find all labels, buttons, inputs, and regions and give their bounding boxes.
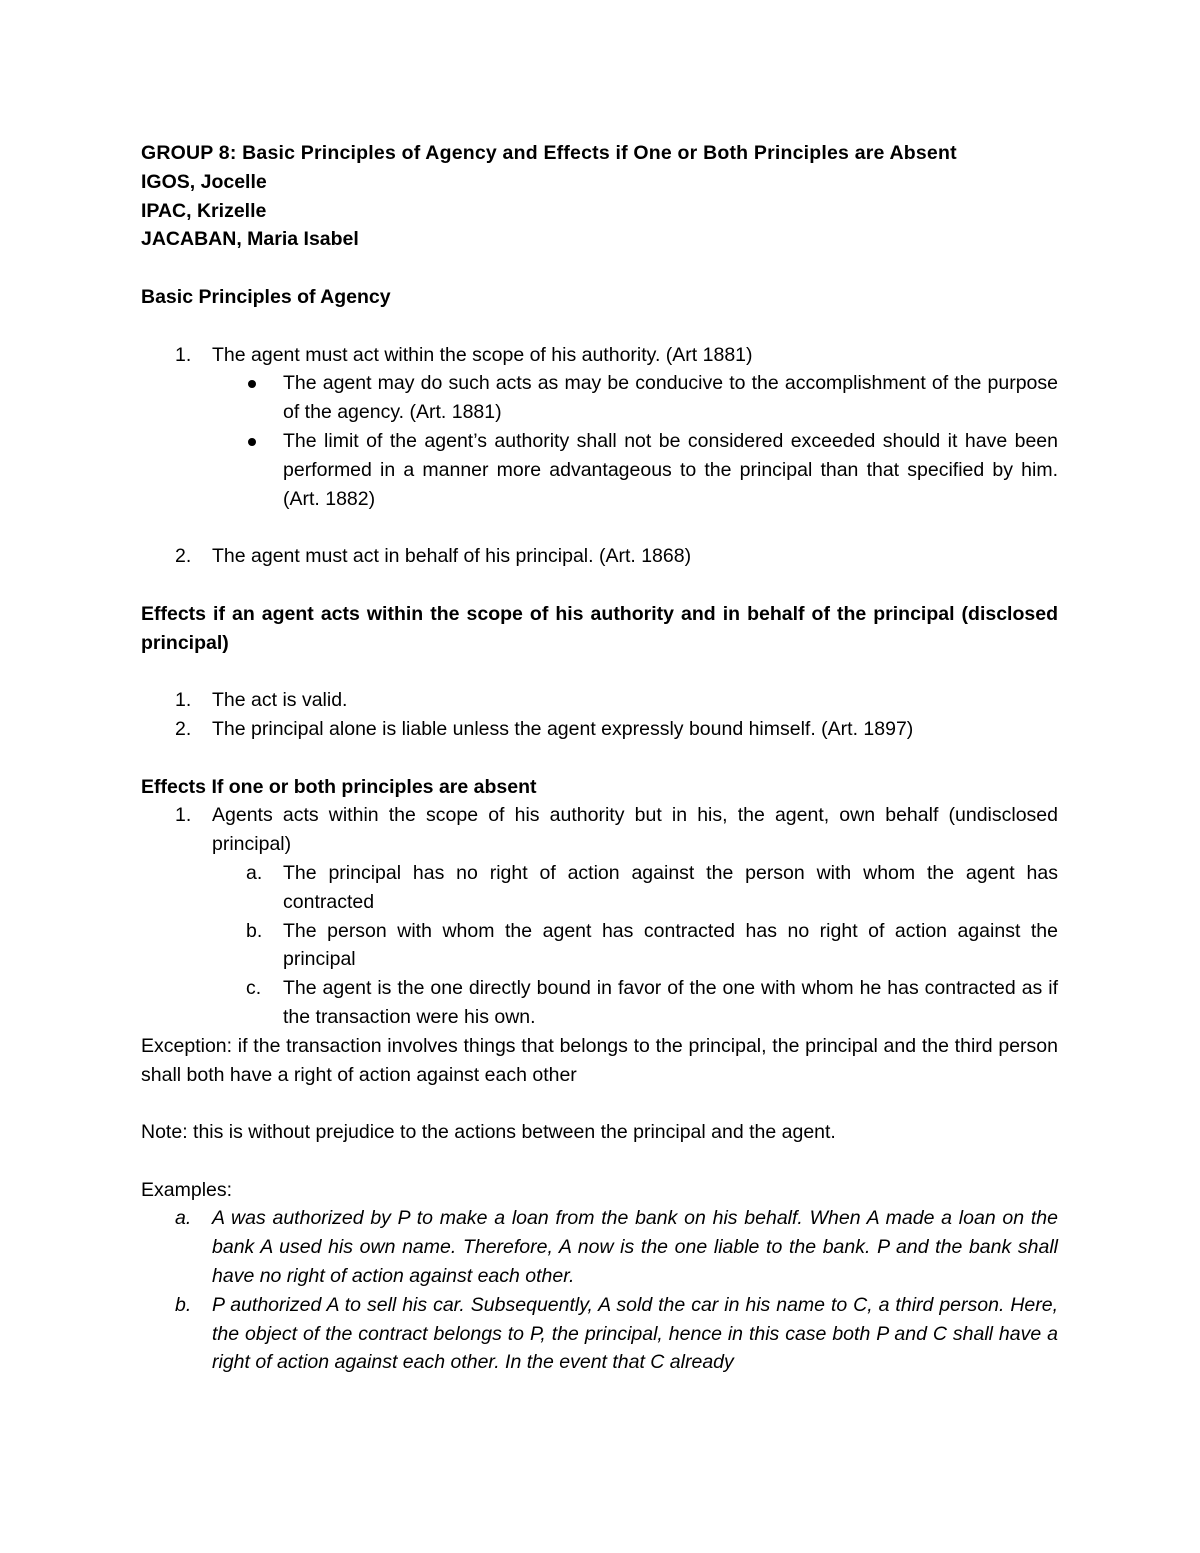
example-text: A was authorized by P to make a loan from the bank on his behalf. When A made a loan on the bank A used his own name. Therefore, A now is the one liable to the bank. P and the bank shall have no right of action against each other.	[212, 1207, 1058, 1288]
section-heading-principles-absent: Effects If one or both principles are absent	[141, 775, 537, 798]
list-number: 1.	[175, 804, 192, 827]
sub-list-text: The principal has no right of action against the person with whom the agent has contracted	[283, 861, 1058, 913]
example-item	[141, 1204, 1058, 1290]
example-item	[141, 1291, 1058, 1377]
sub-list-text: The person with whom the agent has contracted has no right of action against the principal	[283, 919, 1058, 971]
list-number: 1.	[175, 689, 192, 712]
document-title: GROUP 8: Basic Principles of Agency and Effects if One or Both Principles are Absent	[141, 142, 957, 164]
member-name: IGOS, Jocelle	[141, 170, 267, 193]
exception-paragraph: Exception: if the transaction involves things that belongs to the principal, the principal and the third person shall both have a right of action against each other	[141, 1034, 1058, 1086]
section-heading-disclosed-principal: Effects if an agent acts within the scope of his authority and in behalf of the principal (disclosed principal)	[141, 602, 1058, 654]
list-item	[141, 542, 1058, 571]
bullet-text: The agent may do such acts as may be conducive to the accomplishment of the purpose of the agency. (Art. 1881)	[283, 372, 1058, 424]
sub-list-letter: c.	[246, 977, 262, 1000]
example-letter: b.	[175, 1293, 192, 1316]
list-item-text: Agents acts within the scope of his authority but in his, the agent, own behalf (undisclosed principal)	[212, 804, 1058, 856]
examples-label: Examples:	[141, 1178, 233, 1201]
section-heading-basic-principles: Basic Principles of Agency	[141, 285, 391, 308]
list-item	[141, 341, 1058, 370]
document-page	[141, 139, 1058, 1377]
list-item-text: The agent must act within the scope of his authority. (Art 1881)	[212, 343, 753, 366]
list-item-text: The principal alone is liable unless the agent expressly bound himself. (Art. 1897)	[212, 717, 914, 740]
bullet-item	[141, 369, 1058, 427]
sub-list-letter: a.	[246, 861, 263, 884]
member-name: IPAC, Krizelle	[141, 199, 267, 222]
list-item	[141, 801, 1058, 859]
list-item	[141, 686, 1058, 715]
list-item-text: The agent must act in behalf of his principal. (Art. 1868)	[212, 545, 692, 568]
sub-list-item	[141, 974, 1058, 1032]
bullet-item	[141, 427, 1058, 513]
list-number: 1.	[175, 343, 192, 366]
sub-list-item	[141, 917, 1058, 975]
sub-list-text: The agent is the one directly bound in favor of the one with whom he has contracted as if the transaction were his own.	[283, 977, 1058, 1028]
list-item	[141, 715, 1058, 744]
example-text: P authorized A to sell his car. Subsequently, A sold the car in his name to C, a third person. Here, the object of the contract belongs to P, the principal, hence in this case both P and C shall have a right of action against each other. In the event that C already	[212, 1293, 1058, 1374]
list-number: 2.	[175, 717, 192, 740]
list-item-text: The act is valid.	[212, 689, 348, 712]
bullet-icon	[248, 438, 256, 446]
bullet-text: The limit of the agent’s authority shall not be considered exceeded should it have been performed in a manner more advantageous to the principal than that specified by him. (Art. 1882)	[283, 429, 1058, 510]
note-paragraph: Note: this is without prejudice to the actions between the principal and the agent.	[141, 1121, 836, 1144]
example-letter: a.	[175, 1207, 192, 1230]
bullet-icon	[248, 380, 256, 388]
list-number: 2.	[175, 545, 192, 568]
sub-list-item	[141, 859, 1058, 917]
member-name: JACABAN, Maria Isabel	[141, 228, 359, 251]
sub-list-letter: b.	[246, 919, 263, 942]
